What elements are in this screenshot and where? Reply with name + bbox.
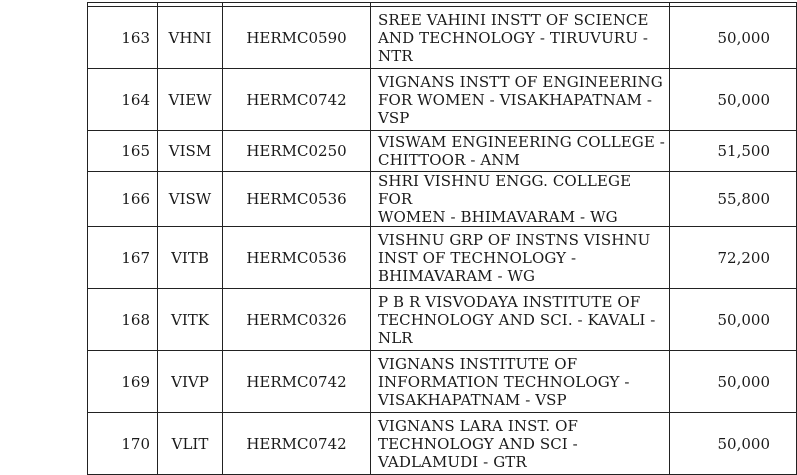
fee-table (87, 2, 797, 475)
fee-cell: 50,000 (670, 7, 797, 69)
college-name-cell (371, 69, 670, 131)
college-name-line: SHRI VISHNU ENGG. COLLEGE FOR (378, 172, 632, 208)
college-name-line: TECHNOLOGY AND SCI. - KAVALI - (378, 310, 656, 329)
serial-number-cell: 165 (88, 131, 158, 172)
serial-number-cell: 167 (88, 227, 158, 289)
college-code-cell: VISM (158, 131, 223, 172)
college-name-line: SREE VAHINI INSTT OF SCIENCE (378, 10, 649, 29)
college-name-line: P B R VISVODAYA INSTITUTE OF (378, 292, 641, 311)
college-name-line: VISWAM ENGINEERING COLLEGE - (378, 133, 665, 151)
college-name-line: AND TECHNOLOGY - TIRUVURU - (378, 28, 648, 47)
college-name-line: VADLAMUDI - GTR (378, 452, 527, 471)
college-name-cell (371, 7, 670, 69)
college-name-line: VISHNU GRP OF INSTNS VISHNU (378, 230, 651, 249)
college-name-line: BHIMAVARAM - WG (378, 266, 536, 285)
serial-number-cell: 166 (88, 172, 158, 227)
serial-number-cell: 168 (88, 289, 158, 351)
college-name-line: NLR (378, 328, 413, 347)
table-row (88, 227, 797, 289)
college-code-cell: VIEW (158, 69, 223, 131)
college-name-line: NTR (378, 46, 413, 65)
table-row (88, 69, 797, 131)
college-name-line: VIGNANS INSTT OF ENGINEERING (378, 72, 663, 91)
table-row (88, 131, 797, 172)
fee-cell: 50,000 (670, 351, 797, 413)
rmc-code-cell: HERMC0536 (223, 172, 371, 227)
college-code-cell: VISW (158, 172, 223, 227)
college-code-cell: VIVP (158, 351, 223, 413)
table-row (88, 351, 797, 413)
college-name-cell (371, 172, 670, 227)
college-name-line: FOR WOMEN - VISAKHAPATNAM - (378, 90, 653, 109)
college-name-line: CHITTOOR - ANM (378, 151, 520, 169)
college-code-cell: VITB (158, 227, 223, 289)
college-code-cell: VITK (158, 289, 223, 351)
college-code-cell: VLIT (158, 413, 223, 475)
table-row (88, 172, 797, 227)
college-name-cell (371, 227, 670, 289)
table-row (88, 413, 797, 475)
serial-number-cell: 170 (88, 413, 158, 475)
fee-cell: 50,000 (670, 69, 797, 131)
rmc-code-cell: HERMC0536 (223, 227, 371, 289)
rmc-code-cell: HERMC0250 (223, 131, 371, 172)
college-name-cell (371, 351, 670, 413)
college-name-line: VSP (378, 108, 410, 127)
serial-number-cell: 164 (88, 69, 158, 131)
college-name-line: VIGNANS LARA INST. OF (378, 416, 579, 435)
college-name-line: VIGNANS INSTITUTE OF (378, 354, 578, 373)
college-name-cell (371, 413, 670, 475)
college-name-line: VISAKHAPATNAM - VSP (378, 390, 567, 409)
rmc-code-cell: HERMC0742 (223, 69, 371, 131)
fee-cell: 51,500 (670, 131, 797, 172)
fee-cell: 72,200 (670, 227, 797, 289)
college-name-cell (371, 289, 670, 351)
college-code-cell: VHNI (158, 7, 223, 69)
serial-number-cell: 169 (88, 351, 158, 413)
table-row (88, 7, 797, 69)
rmc-code-cell: HERMC0742 (223, 413, 371, 475)
college-name-cell (371, 131, 670, 172)
fee-cell: 55,800 (670, 172, 797, 227)
table-row (88, 289, 797, 351)
rmc-code-cell: HERMC0590 (223, 7, 371, 69)
fee-cell: 50,000 (670, 413, 797, 475)
college-name-line: INST OF TECHNOLOGY - (378, 248, 577, 267)
college-name-line: WOMEN - BHIMAVARAM - WG (378, 208, 618, 226)
college-name-line: INFORMATION TECHNOLOGY - (378, 372, 630, 391)
rmc-code-cell: HERMC0742 (223, 351, 371, 413)
serial-number-cell: 163 (88, 7, 158, 69)
college-name-line: TECHNOLOGY AND SCI - (378, 434, 578, 453)
rmc-code-cell: HERMC0326 (223, 289, 371, 351)
fee-cell: 50,000 (670, 289, 797, 351)
